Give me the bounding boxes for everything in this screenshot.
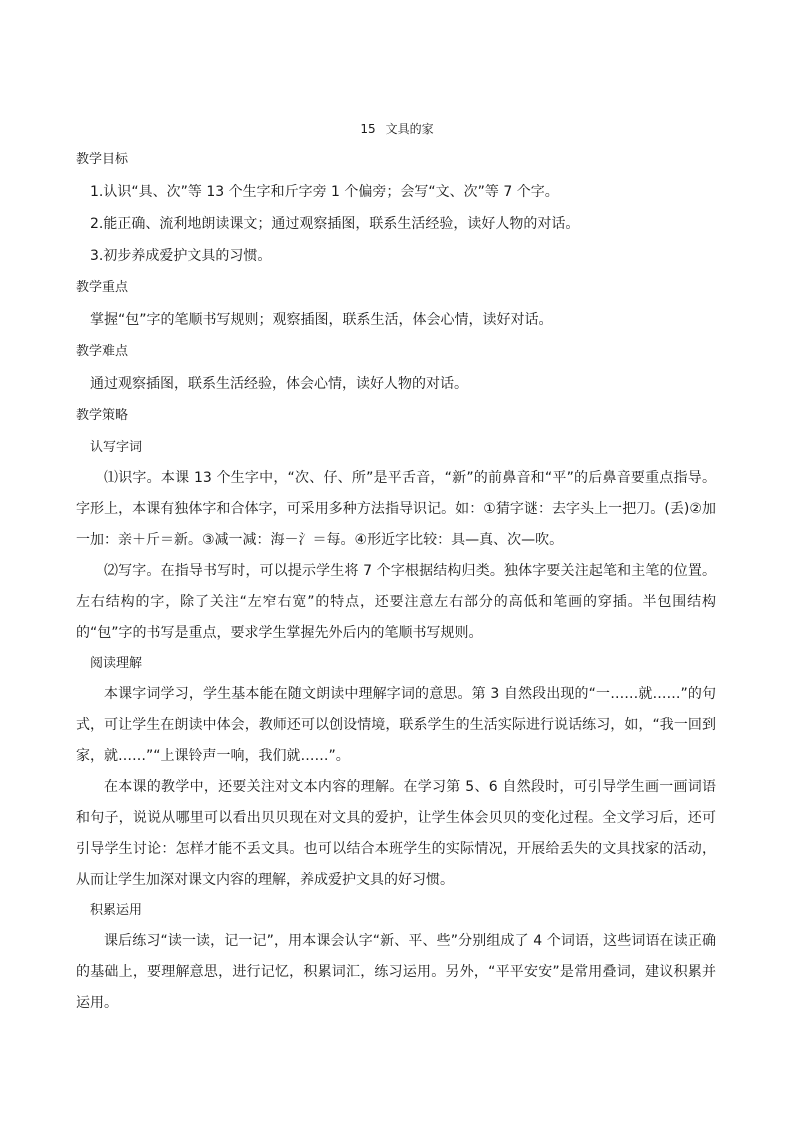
strategy-heading: 教学策略 bbox=[76, 408, 129, 423]
difficulties-heading: 教学难点 bbox=[76, 344, 129, 359]
key-points-text: 掌握“包”字的笔顺书写规则；观察插图，联系生活，体会心情，读好对话。 bbox=[90, 312, 553, 328]
lesson-title-text: 文具的家 bbox=[385, 122, 434, 136]
objective-item-2: 2.能正确、流利地朗读课文；通过观察插图，联系生活经验，读好人物的对话。 bbox=[90, 216, 580, 232]
objective-item-3: 3.初步养成爱护文具的习惯。 bbox=[90, 248, 272, 264]
strategy-paragraph-reading-2: 在本课的教学中，还要关注对文本内容的理解。在学习第 5、6 自然段时，可引导学生画一画词语和句子，说说从哪里可以看出贝贝现在对文具的爱护，让学生体会贝贝的变化过程。全文学习后，还可引导学生讨论：怎样才能不丢文具。也可以结合本班学生的实际情况，开展给丢失的文具找家的活动，从而让学生加深对课文内容的理解，养成爱护文具的好习惯。 bbox=[76, 779, 716, 888]
strategy-subheading-accumulation: 积累运用 bbox=[90, 903, 143, 918]
key-points-heading: 教学重点 bbox=[76, 280, 129, 295]
strategy-paragraph-accumulation: 课后练习“读一读，记一记”，用本课会认字“新、平、些”分别组成了 4 个词语，这些词语在读正确的基础上，要理解意思，进行记忆，积累词汇，练习运用。另外，“平平安安”是常用叠词，建议积累并运用。 bbox=[76, 933, 716, 1011]
objectives-heading: 教学目标 bbox=[76, 152, 129, 167]
strategy-paragraph-reading-1: 本课字词学习，学生基本能在随文朗读中理解字词的意思。第 3 自然段出现的“一……就……”的句式，可让学生在朗读中体会，教师还可以创设情境，联系学生的生活实际进行说话练习，如，“我一回到家，就……”“上课铃声一响，我们就……”。 bbox=[76, 686, 716, 764]
strategy-paragraph-literacy: ⑴识字。本课 13 个生字中，“次、仔、所”是平舌音，“新”的前鼻音和“平”的后鼻音要重点指导。字形上，本课有独体字和合体字，可采用多种方法指导识记。如：①猜字谜：去字头上一把刀。(丢)②加一加：亲＋斤＝新。③减一减：海－氵＝每。④形近字比较：具—真、次—吹。 bbox=[76, 470, 716, 548]
objective-item-1: 1.认识“具、次”等 13 个生字和斤字旁 1 个偏旁；会写“文、次”等 7 个字。 bbox=[90, 184, 559, 200]
strategy-paragraph-writing: ⑵写字。在指导书写时，可以提示学生将 7 个字根据结构归类。独体字要关注起笔和主笔的位置。左右结构的字，除了关注“左窄右宽”的特点，还要注意左右部分的高低和笔画的穿插。半包围结构的“包”字的书写是重点，要求学生掌握先外后内的笔顺书写规则。 bbox=[76, 563, 716, 641]
strategy-subheading-words: 认写字词 bbox=[90, 440, 143, 455]
lesson-number: 15 bbox=[360, 122, 376, 136]
difficulties-text: 通过观察插图，联系生活经验，体会心情，读好人物的对话。 bbox=[90, 376, 468, 392]
strategy-subheading-reading: 阅读理解 bbox=[90, 656, 143, 671]
lesson-content bbox=[76, 151, 716, 1019]
lesson-title bbox=[0, 121, 794, 137]
